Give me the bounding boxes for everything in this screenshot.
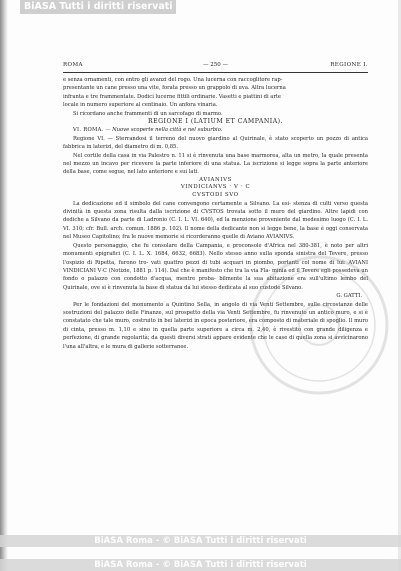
page-number: — 250 — xyxy=(203,62,228,68)
paragraph: Per le fondazioni del monumento a Quintino Sella, in angolo di via Venti Settembre, sulle circostanze delle sostruzioni del palazzo delle Finanze, sul prospetto della via Venti Settembre, fu rinvenuto un antico muro, e si è constatato che tale muro, costruito in bei laterizi in epoca posteriore, era composto di materiale di spoglio. Il muro di cinta, presso m. 1,10 e sino in quella parte superiore a circa m. 2,40, è rivestito con grande diligenza e perfezione, di grande regolarità; da questi diversi strati appare evidente che le case di quella zona si avvicinarono l'una all'altra, e le mura di gallerie sotterranee. xyxy=(63,301,368,350)
opening-line: infranta e tre frammentate. Dodici lucerne fittili ordinarie. Vasetti e piattini di arte xyxy=(63,93,281,100)
author-signature: G. GATTI. xyxy=(336,293,362,300)
paragraph: Nel cortile della casa in via Palestro n. 11 si è rinvenuta una base marmorea, alta un metro, la quale presenta nel mezzo un incavo per ricevere la parte inferiore di una statua. La iscrizione si legge sopra la parte anteriore della base, come segue, nel lato anteriore e sui lati. xyxy=(63,152,368,176)
inscription-line: AVIANIVS xyxy=(199,176,232,183)
watermark-line: BiASA Roma - © BiASA Tutti i diritti riservati xyxy=(0,535,401,547)
opening-line: presentante un cane presso una vite, forata presso un grappolo di uva. Altra lucerna xyxy=(63,85,286,92)
opening-line: locale in numero superiore al centinaio. Un anfora vinaria. xyxy=(63,102,218,109)
section-heading xyxy=(63,126,368,134)
paragraph: Regione VI. — Sterrandosi il terreno del nuovo giardino al Quirinale, è stato scoperto un pozzo di antica fabbrica in laterizi, del diametro di m. 0,85. xyxy=(63,135,368,151)
header-rule xyxy=(63,72,368,73)
binding-shadow xyxy=(0,0,8,571)
section-title: — Nuove scoperte nella città e nel suburbio. xyxy=(105,127,223,134)
opening-line: e senza ornamenti, con entro gli avanzi del rogo. Una lucerna con raccoglitore rap- xyxy=(63,77,283,83)
section-number: VI. ROMA. xyxy=(73,127,104,134)
watermark-line: BiASA Roma - © BiASA Tutti i diritti riservati xyxy=(0,559,401,571)
watermark-banner: BiASA Tutti i diritti riservati xyxy=(20,0,176,14)
inscription-line: VINDICIANVS · V · C xyxy=(180,184,251,191)
running-head-right: REGIONE I. xyxy=(330,62,368,68)
running-head-left: ROMA xyxy=(63,62,83,68)
paragraph: La dedicazione ed il simbolo del cane convengono certamente a Silvano. La esi- stenza di culti verso questa divinità in questa zona risulta dalla iscrizione di CVSTOS trovata sotto il muro del giardino. Altre lapidi con dediche a Silvano da parte di Ladronio (C. I. L. VI. 640), ed la menzione proveniente dal medesimo luogo (C. I. L. VI. 310; cfr. Bull. arch. comun. 1886 p. 102). Il nome della dedicante non si legge bene, la base è oggi conservata nel Museo Capitolino; fra le nuove memorie si ricorderanno quelle di Aviano AVIANIVS. xyxy=(63,200,368,241)
region-heading: REGIONE I (LATIUM ET CAMPANIA). xyxy=(147,118,284,126)
paragraph: Questo personaggio, che fu consolare della Campania, e proconsole d'Africa nel 380-381, è noto per altri monumenti epigrafici (C. I. L. X. 1684, 6632, 6683). Nello stesso anno sulla sponda sinistra del Tevere, presso l'ospizio di Ripetta, furono tro- vati quattro pezzi di tubi acquari in piombo, portanti col nome di lui: AVIANI VINDICIANI V·C (Notizie, 1881 p. 114). Dal che è manifesto che tra la via Fla- minia ed il Tevere egli possedeva un fondo o palazzo con condotto d'acqua, mentre proba- bilmente la sua abitazione era sull'ultimo lembo del Quirinale, ove si è rinvenuta la base di statua da lui stesso dedicata al suo custode Silvano. xyxy=(63,242,368,291)
opening-line: Si ricordano anche frammenti di un sarcofago di marmo. xyxy=(73,110,223,117)
running-head xyxy=(63,60,368,70)
inscription-line: CVSTODI SVO xyxy=(192,192,239,199)
text-column xyxy=(63,76,368,506)
